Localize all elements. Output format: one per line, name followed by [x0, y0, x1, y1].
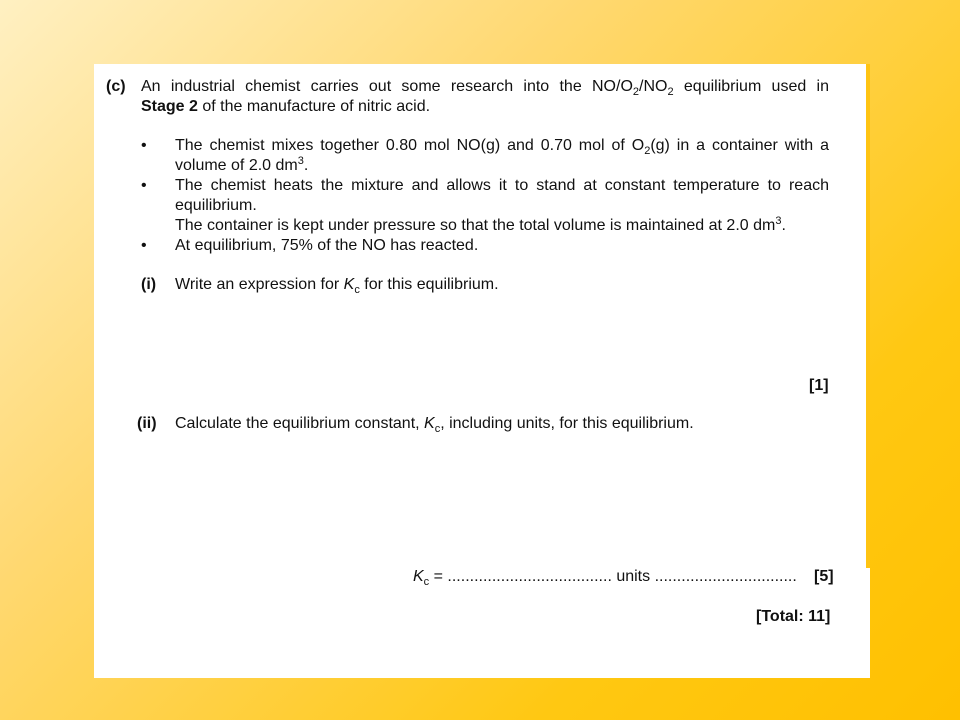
part-label: (c)	[106, 78, 126, 95]
bullet-2-line-1: The chemist heats the mixture and allows it to stand at constant temperature to reach	[175, 177, 829, 194]
question-i-text: Write an expression for $K_c$ for this equilibrium.	[175, 276, 499, 296]
answer-line[interactable]: $K_c$ = ..................................... units ................................	[413, 568, 797, 588]
question-ii-text: Calculate the equilibrium constant, $K_c$, including units, for this equilibrium.	[175, 415, 694, 435]
question-i-label: (i)	[141, 276, 157, 293]
bullet-2-line-3: The container is kept under pressure so that the total volume is maintained at 2.0 $dm^3$.	[175, 215, 786, 234]
question-ii-label: (ii)	[137, 415, 157, 432]
question-ii-marks: [5]	[814, 568, 834, 585]
bullet-symbol: •	[141, 177, 147, 194]
bullet-symbol: •	[141, 237, 147, 254]
bullet-1-line-1: The chemist mixes together 0.80 mol NO(g) and 0.70 mol of $O_2(g)$ in a container with a	[175, 137, 830, 157]
bullet-symbol: •	[141, 137, 147, 154]
page-edge	[866, 64, 870, 568]
bullet-2-line-2: equilibrium.	[175, 197, 257, 214]
intro-line-1: An industrial chemist carries out some research into the $NO/O_2/NO_2$ equilibrium used in	[141, 78, 829, 98]
bullet-1-line-2: volume of 2.0 $dm^3$.	[175, 155, 309, 174]
question-i-marks: [1]	[809, 377, 829, 394]
bullet-3-line-1: At equilibrium, 75% of the NO has reacted.	[175, 237, 479, 254]
intro-line-2: Stage 2 of the manufacture of nitric acid.	[141, 98, 431, 115]
total-marks: [Total: 11]	[756, 608, 831, 625]
